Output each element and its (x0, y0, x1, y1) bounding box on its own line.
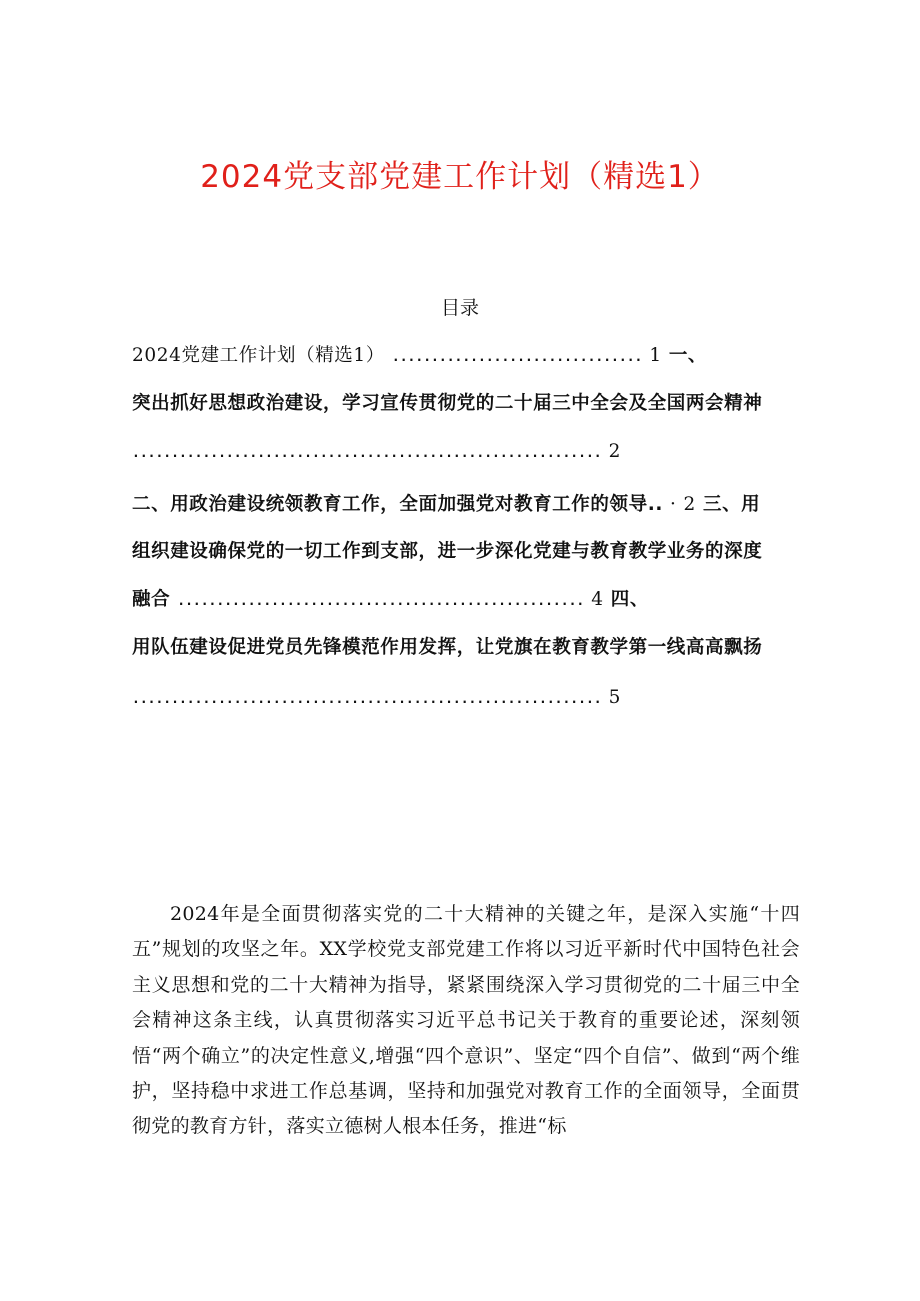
toc-entry-4[interactable] (132, 537, 822, 567)
body-paragraph: 2024年是全面贯彻落实党的二十大精神的关键之年，是深入实施“十四五”规划的攻坚之年。XX学校党支部党建工作将以习近平新时代中国特色社会主义思想和党的二十大精神为指导，紧紧围绕深入学习贯彻党的二十届三中全会精神这条主线，认真贯彻落实习近平总书记关于教育的重要论述，深刻领悟“两个确立”的决定性意义,增强“四个意识”、坚定“四个自信”、做到“两个维护，坚持稳中求进工作总基调，坚持和加强党对教育工作的全面领导，全面贯彻党的教育方针，落实立德树人根本任务，推进“标 (132, 903, 800, 1138)
toc-leader-dots: .................................................... (177, 594, 585, 609)
toc-entry-text: 二、用政治建设统领教育工作，全面加强党对教育工作的领导.. (132, 494, 663, 515)
toc-entry-text: 融合 (132, 589, 171, 610)
toc-page-number: 4 (591, 589, 604, 610)
document-title: 2024党支部党建工作计划（精选1） (200, 159, 720, 195)
toc-entry-2[interactable] (132, 389, 822, 419)
toc-entry-text: 2024党建工作计划（精选1） (132, 345, 385, 366)
toc-entry-1[interactable] (132, 341, 822, 373)
toc-page-number: 2 (683, 494, 696, 515)
toc-entry-4-leader[interactable] (132, 585, 822, 617)
toc-entry-text: 四、 (610, 589, 649, 610)
toc-leader-dots: ............................................................ (132, 692, 602, 707)
toc-heading: 目录 (440, 297, 479, 319)
toc-entry-text: 一、 (668, 345, 708, 366)
toc-entry-2-leader[interactable] (132, 437, 822, 469)
toc-entry-5-leader[interactable] (132, 683, 822, 715)
toc-leader-dots: ............................................................ (132, 446, 602, 461)
toc-page-number: 1 (649, 345, 662, 366)
toc-entry-text: 组织建设确保党的一切工作到支部，进一步深化党建与教育教学业务的深度 (132, 541, 763, 562)
toc-page-number: 2 (608, 441, 622, 462)
toc-leader-dots: ................................ (391, 350, 643, 365)
toc-entry-text: 三、用 (702, 494, 761, 515)
toc-separator: · (670, 494, 677, 515)
toc-entry-text: 突出抓好思想政治建设，学习宣传贯彻党的二十届三中全会及全国两会精神 (132, 393, 763, 414)
toc-page-number: 5 (608, 687, 622, 708)
toc-entry-text: 用队伍建设促进党员先锋模范作用发挥，让党旗在教育教学第一线高高飘扬 (132, 637, 763, 658)
toc-entry-3[interactable] (132, 490, 822, 520)
toc-entry-5[interactable] (132, 633, 822, 663)
